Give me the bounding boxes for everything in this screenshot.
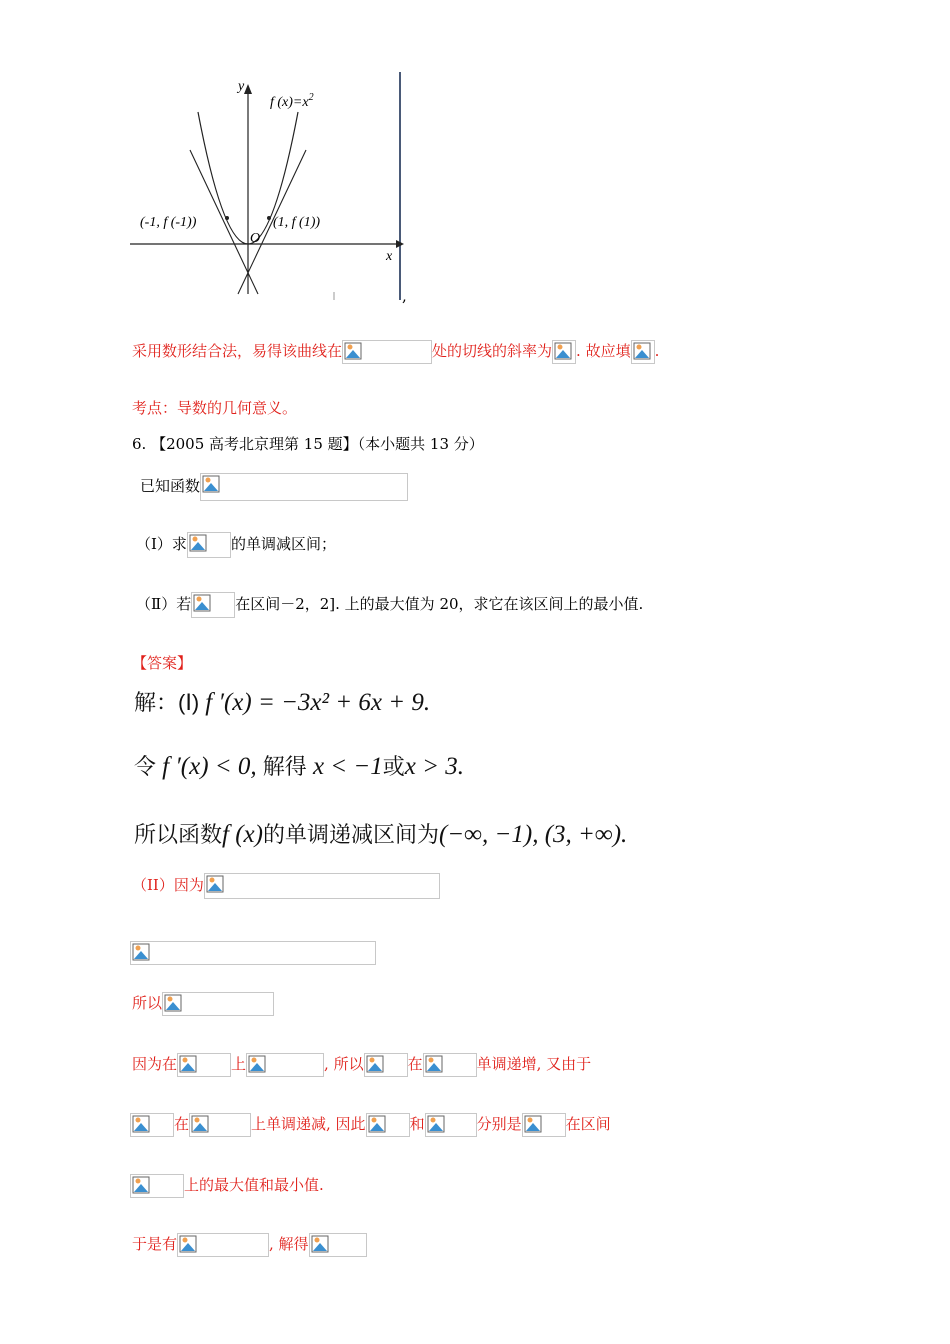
broken-image-icon: [132, 1115, 150, 1133]
broken-image: [423, 1053, 477, 1077]
text: 采用数形结合法，易得该曲线在: [132, 342, 343, 360]
broken-image: [552, 340, 576, 364]
broken-image: [342, 340, 432, 364]
function-label: f $(x)=x^2$: [270, 92, 314, 110]
part1-line: [136, 532, 336, 558]
broken-image: [364, 1053, 408, 1077]
point-left-label: (-1, f (-1)): [140, 215, 197, 230]
monotonic-line-1: [132, 1053, 591, 1077]
broken-image: [191, 592, 235, 618]
solution-math: f ′(x) = −3x² + 6x + 9.: [205, 689, 431, 716]
broken-image-icon: [206, 875, 224, 893]
origin-label: O: [250, 231, 261, 246]
broken-image: [187, 532, 231, 558]
text: 上: [231, 1055, 247, 1073]
broken-image-icon: [179, 1055, 197, 1073]
text: . 故应填: [576, 342, 631, 360]
y-axis-arrow: [244, 84, 252, 94]
text: 在区间: [565, 1115, 611, 1133]
solution-prefix: 令: [134, 754, 157, 779]
text: 已知函数: [140, 477, 201, 495]
text: 于是有: [132, 1235, 178, 1253]
solution-text: 或: [382, 754, 405, 779]
slope-paragraph: [132, 340, 659, 364]
text: （II）因为: [132, 876, 204, 894]
solution-prefix: 解：(Ⅰ): [134, 690, 200, 715]
question-6-header: 6. 【2005 高考北京理第 15 题】（本小题共 13 分）: [132, 435, 484, 453]
text: 在: [407, 1055, 423, 1073]
text: , 所以: [324, 1055, 364, 1073]
point-right: [267, 216, 271, 220]
graph-trailing-comma: ,: [402, 287, 407, 305]
formula-line: [130, 941, 376, 965]
suoyi-line: [132, 992, 274, 1016]
broken-image-icon: [193, 594, 211, 612]
point-right-label: (1, f (1)): [273, 215, 321, 230]
broken-image-icon: [191, 1115, 209, 1133]
broken-image-icon: [248, 1055, 266, 1073]
max-min-line: [130, 1174, 324, 1198]
text: 处的切线的斜率为: [432, 342, 553, 360]
broken-image-icon: [633, 342, 651, 360]
x-axis-label: x: [386, 249, 393, 264]
text: 和: [409, 1115, 425, 1133]
broken-image-icon: [202, 475, 220, 493]
broken-image: [200, 473, 408, 501]
text: 上的最大值和最小值.: [184, 1176, 324, 1194]
broken-image: [522, 1113, 566, 1137]
broken-image: [309, 1233, 367, 1257]
broken-image: [425, 1113, 477, 1137]
broken-image-icon: [132, 943, 150, 961]
broken-image: [177, 1053, 231, 1077]
conclusion-line: [132, 1233, 367, 1257]
text: , 解得: [269, 1235, 309, 1253]
broken-image: [204, 873, 440, 899]
text: 分别是: [476, 1115, 522, 1133]
text: .: [654, 342, 660, 360]
part2-line: [136, 592, 643, 618]
kaodian-line: 考点：导数的几何意义。: [132, 399, 298, 417]
solution-math: x < −1: [312, 753, 383, 780]
broken-image-icon: [427, 1115, 445, 1133]
text: 单调递增, 又由于: [476, 1055, 592, 1073]
text: （Ⅱ）若: [136, 595, 192, 613]
broken-image: [366, 1113, 410, 1137]
graph-svg: [128, 70, 418, 302]
broken-image: [130, 941, 376, 965]
text: 在: [174, 1115, 190, 1133]
text: 在区间－2，2]. 上的最大值为 20，求它在该区间上的最小值.: [235, 595, 644, 613]
broken-image-icon: [311, 1235, 329, 1253]
solution-line-2: [134, 750, 464, 781]
broken-image: [631, 340, 655, 364]
monotonic-line-2: [130, 1113, 611, 1137]
broken-image-icon: [554, 342, 572, 360]
broken-image-icon: [179, 1235, 197, 1253]
broken-image: [177, 1233, 269, 1257]
broken-image: [162, 992, 274, 1016]
broken-image: [189, 1113, 251, 1137]
broken-image-icon: [368, 1115, 386, 1133]
solution-line-3: [134, 818, 627, 849]
solution-text: 的单调递减区间为: [262, 822, 439, 847]
text: 因为在: [132, 1055, 178, 1073]
answer-tag: 【答案】: [132, 654, 193, 672]
broken-image-icon: [425, 1055, 443, 1073]
solution-text: 解得: [262, 754, 307, 779]
part2-because-line: [132, 873, 440, 899]
text: 的单调减区间；: [230, 535, 336, 553]
broken-image-icon: [189, 534, 207, 552]
solution-math: f ′(x) < 0,: [162, 753, 257, 780]
broken-image: [246, 1053, 324, 1077]
solution-math: (−∞, −1), (3, +∞).: [438, 821, 628, 848]
given-line: [140, 473, 408, 501]
text: （Ⅰ）求: [136, 535, 187, 553]
text: 上单调递减, 因此: [251, 1115, 366, 1133]
point-left: [225, 216, 229, 220]
broken-image-icon: [344, 342, 362, 360]
broken-image-icon: [164, 994, 182, 1012]
solution-math: f (x): [222, 821, 263, 848]
solution-line-1: [134, 686, 430, 717]
solution-prefix: 所以函数: [134, 822, 223, 847]
broken-image-icon: [524, 1115, 542, 1133]
broken-image-icon: [366, 1055, 384, 1073]
y-axis-label: y: [238, 79, 245, 94]
parabola-graph: [128, 70, 418, 302]
text: 所以: [132, 994, 163, 1012]
solution-math: x > 3.: [404, 753, 465, 780]
broken-image-icon: [132, 1176, 150, 1194]
broken-image: [130, 1113, 174, 1137]
broken-image: [130, 1174, 184, 1198]
